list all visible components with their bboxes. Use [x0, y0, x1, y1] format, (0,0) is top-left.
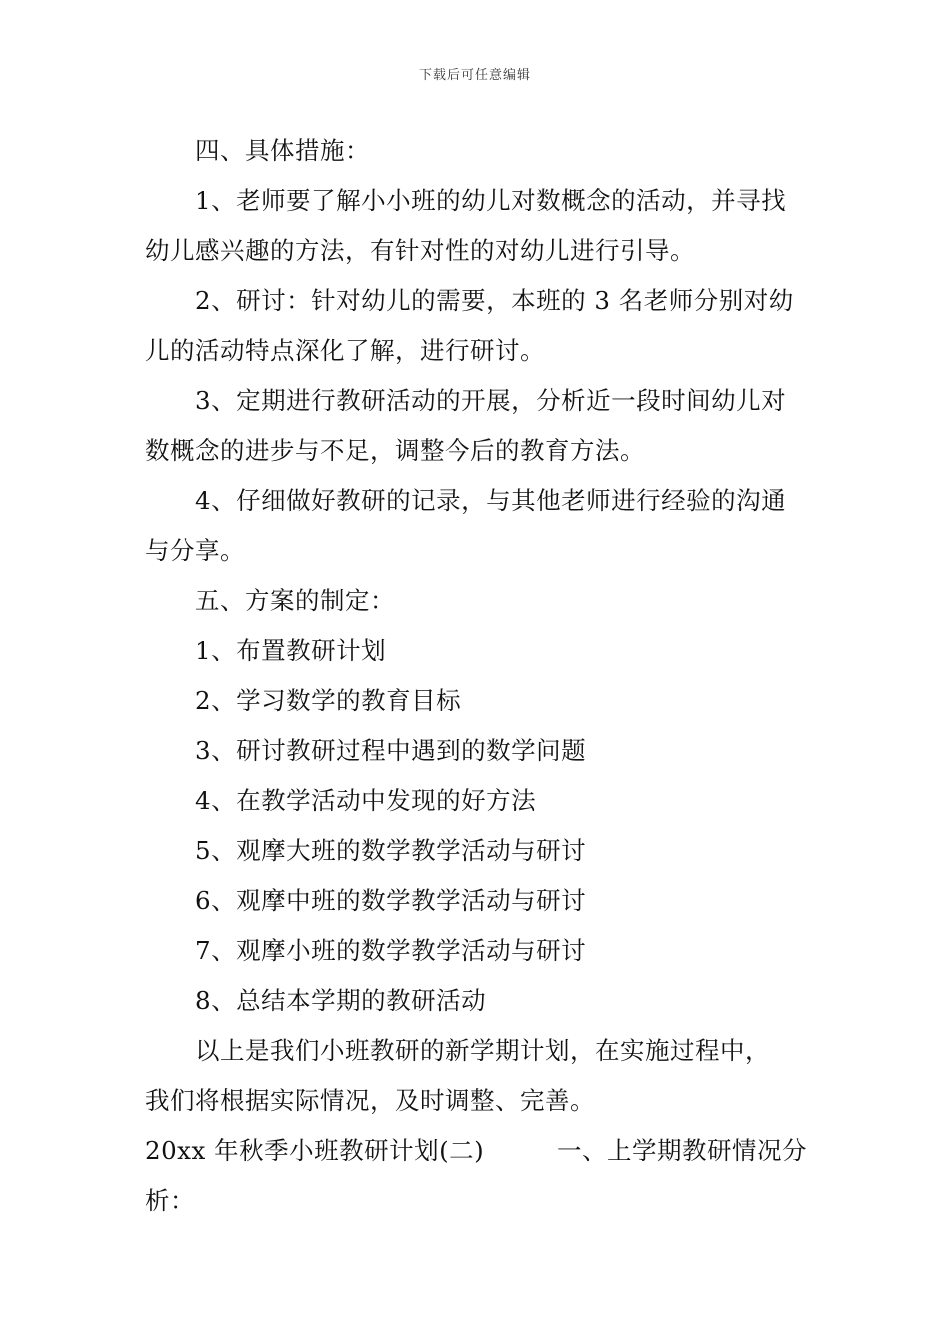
summary-line-1: 以上是我们小班教研的新学期计划，在实施过程中，	[195, 1036, 770, 1065]
document-body	[145, 126, 807, 1226]
plan-item: 1、布置教研计划	[195, 636, 387, 665]
measure-2-line-2: 儿的活动特点深化了解，进行研讨。	[145, 336, 545, 365]
summary-line-2: 我们将根据实际情况，及时调整、完善。	[145, 1086, 595, 1115]
next-plan-title: 20xx 年秋季小班教研计划(二)	[145, 1136, 485, 1165]
section-heading-measures: 四、具体措施：	[195, 136, 370, 165]
measure-1-line-1: 1、老师要了解小小班的幼儿对数概念的活动，并寻找	[195, 186, 787, 215]
measure-3-line-1: 3、定期进行教研活动的开展，分析近一段时间幼儿对	[195, 386, 787, 415]
measure-1-line-2: 幼儿感兴趣的方法，有针对性的对幼儿进行引导。	[145, 236, 695, 265]
plan-item: 2、学习数学的教育目标	[195, 686, 462, 715]
next-plan-section-1-cont: 析：	[145, 1186, 195, 1215]
plan-item: 4、在教学活动中发现的好方法	[195, 786, 537, 815]
plan-item: 3、研讨教研过程中遇到的数学问题	[195, 736, 587, 765]
measure-3-line-2: 数概念的进步与不足，调整今后的教育方法。	[145, 436, 645, 465]
page-header-note: 下载后可任意编辑	[418, 68, 531, 83]
measure-4-line-1: 4、仔细做好教研的记录，与其他老师进行经验的沟通	[195, 486, 787, 515]
section-heading-plan: 五、方案的制定：	[195, 586, 395, 615]
next-plan-section-1: 一、上学期教研情况分	[557, 1136, 807, 1165]
plan-item: 8、总结本学期的教研活动	[195, 986, 487, 1015]
measure-4-line-2: 与分享。	[145, 536, 245, 565]
measure-2-line-1: 2、研讨：针对幼儿的需要，本班的 3 名老师分别对幼	[195, 286, 794, 315]
plan-item: 7、观摩小班的数学教学活动与研讨	[195, 936, 587, 965]
next-plan-title-row	[145, 1126, 807, 1176]
plan-item: 6、观摩中班的数学教学活动与研讨	[195, 886, 587, 915]
plan-item: 5、观摩大班的数学教学活动与研讨	[195, 836, 587, 865]
